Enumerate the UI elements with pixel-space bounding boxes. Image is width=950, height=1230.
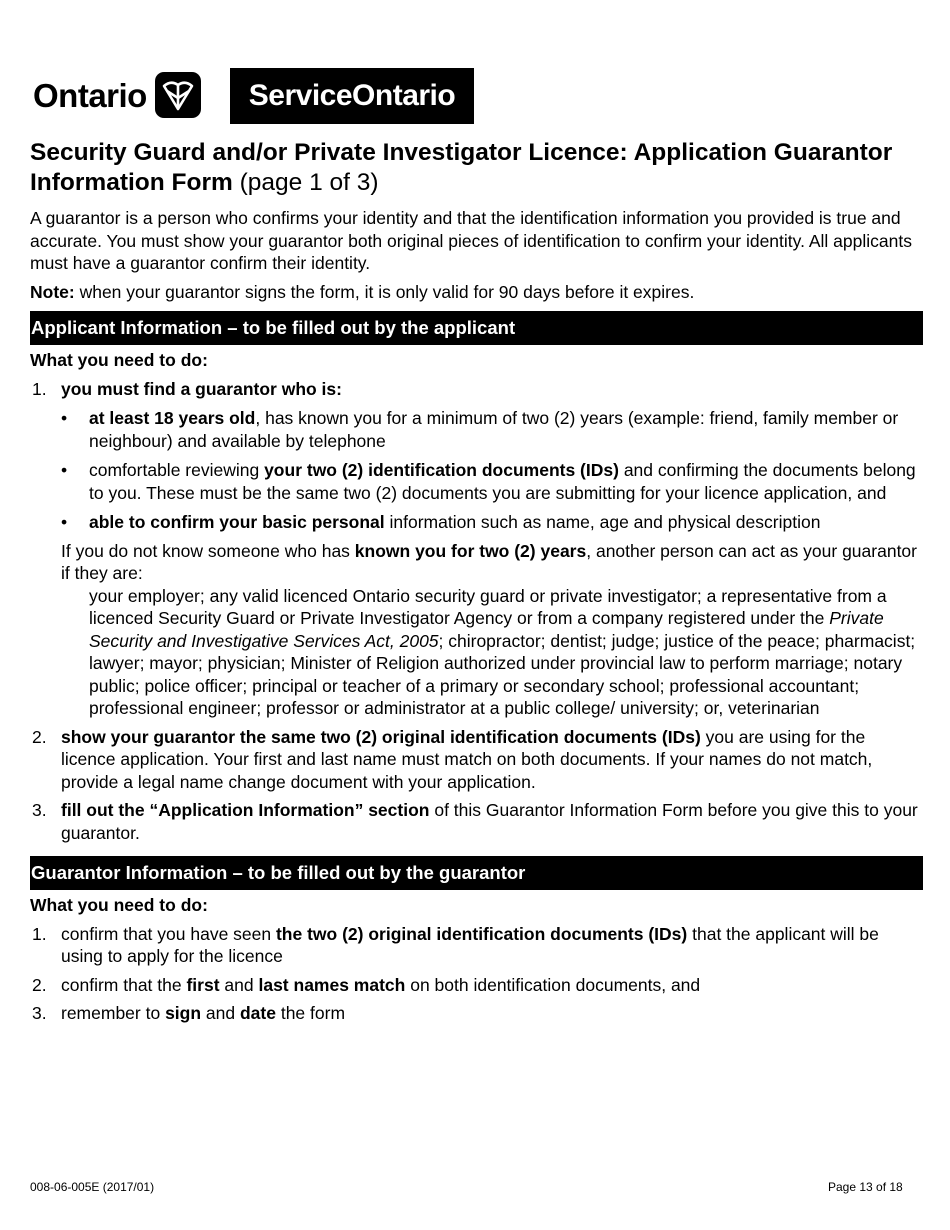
step-text: confirm that the [61, 974, 187, 995]
guarantor-todo-label: What you need to do: [30, 895, 208, 915]
list-item [61, 459, 923, 504]
applicant-steps [30, 378, 923, 845]
step-text: and [201, 1003, 240, 1023]
bullet-bold: your two (2) identification documents (IDs) [264, 460, 619, 480]
step-bold: first [186, 974, 220, 995]
bullet-icon: • [61, 460, 68, 480]
note-text: when your guarantor signs the form, it is only valid for 90 days before it expires. [74, 281, 695, 302]
step-number: 1. [32, 923, 47, 944]
step-bold: last names match [258, 974, 406, 995]
page-title [30, 138, 923, 198]
step-text: on both identification documents, and [405, 974, 701, 995]
step-bold: fill out the “Application Information” section [61, 800, 430, 820]
bullet-icon: • [61, 512, 68, 532]
step-text: that the applicant will be using to apply for the licence [61, 923, 879, 966]
intro-paragraph: A guarantor is a person who confirms your identity and that the identification information you provided is true and accurate. You must show your guarantor both original pieces of identification to confirm your identity. All applicants must have a guarantor confirm their identity. [30, 208, 912, 273]
step-text: you are using for the licence application. Your first and last name must match on both documents. If your names do not match, provide a legal name change document with your application. [61, 726, 873, 792]
guarantor-step-2 [30, 974, 923, 997]
list-item [61, 407, 923, 452]
page-number: Page 13 of 18 [828, 1180, 903, 1194]
bullet-text: information such as name, age and physical description [384, 512, 821, 532]
eligible-guarantors-list [61, 585, 923, 720]
bullet-text: and confirming the documents belong to you. These must be the same two (2) documents you are submitting for your licence application, and [89, 460, 916, 503]
ontario-logo [33, 72, 201, 118]
applicant-step-2 [30, 726, 923, 794]
bullet-bold: at least 18 years old [89, 408, 256, 428]
guarantor-section-heading: Guarantor Information – to be filled out by the guarantor [30, 856, 923, 890]
step-number: 2. [32, 974, 47, 995]
form-content [30, 138, 923, 1025]
step-number: 2. [32, 726, 47, 747]
alt-text: If you do not know someone who has [61, 540, 355, 561]
list-item [61, 511, 923, 534]
step-number: 3. [32, 1003, 47, 1023]
guarantor-steps [30, 923, 923, 1025]
trillium-icon [155, 72, 201, 118]
applicant-todo-label: What you need to do: [30, 350, 208, 370]
step-number: 1. [32, 378, 47, 399]
alt-text: , another person can act as your guarantor if they are: [61, 540, 917, 583]
step-bold: show your guarantor the same two (2) original identification documents (IDs) [61, 726, 701, 747]
note-label: Note: [30, 281, 75, 302]
alternate-guarantor-paragraph [61, 540, 923, 585]
act-name: Private Security and Investigative Services Act, 2005 [89, 608, 884, 651]
bullet-text: comfortable reviewing [89, 460, 265, 480]
guarantor-criteria-list [61, 407, 923, 534]
eligible-text: ; chiropractor; dentist; judge; justice of the peace; pharmacist; lawyer; mayor; physician; Minister of Religion authorized under provincial law to perform marriage; notary public; police officer; principal or teacher of a primary or secondary school; professional accountant; professional engineer; professor or administrator at a public college/ university; or, veterinarian [89, 630, 916, 718]
bullet-bold: able to confirm your basic personal [89, 512, 385, 532]
applicant-section-heading: Applicant Information – to be filled out by the applicant [30, 311, 923, 345]
applicant-step-3 [30, 799, 923, 844]
title-page-indicator: (page 1 of 3) [232, 169, 379, 196]
note-paragraph [30, 281, 923, 304]
step-bold: the two (2) original identification documents (IDs) [275, 923, 688, 944]
guarantor-step-3 [30, 1002, 923, 1025]
alt-bold: known you for two (2) years [354, 540, 587, 561]
form-number: 008-06-005E (2017/01) [30, 1180, 155, 1194]
step-text: and [219, 974, 259, 995]
guarantor-step-1 [30, 923, 923, 968]
bullet-text: , has known you for a minimum of two (2) years (example: friend, family member or neighbour) and available by telephone [89, 408, 899, 451]
step-text: remember to [61, 1003, 166, 1023]
step-title: you must find a guarantor who is: [61, 378, 342, 399]
eligible-text: your employer; any valid licenced Ontario security guard or private investigator; a representative from a licenced Security Guard or Private Investigator Agency or from a company registered under the [89, 585, 887, 628]
step-text: confirm that you have seen [61, 923, 276, 944]
applicant-step-1 [30, 378, 923, 720]
step-text: the form [275, 1003, 346, 1023]
step-text: of this Guarantor Information Form before you give this to your guarantor. [61, 800, 918, 843]
ontario-logo-text: Ontario [33, 76, 147, 114]
step-bold: sign [165, 1003, 202, 1023]
bullet-icon: • [61, 408, 68, 428]
title-main: Security Guard and/or Private Investigator Licence: Application Guarantor Information Form [30, 139, 893, 196]
step-number: 3. [32, 800, 47, 820]
serviceontario-logo: ServiceOntario [230, 68, 474, 124]
step-bold: date [239, 1003, 276, 1023]
